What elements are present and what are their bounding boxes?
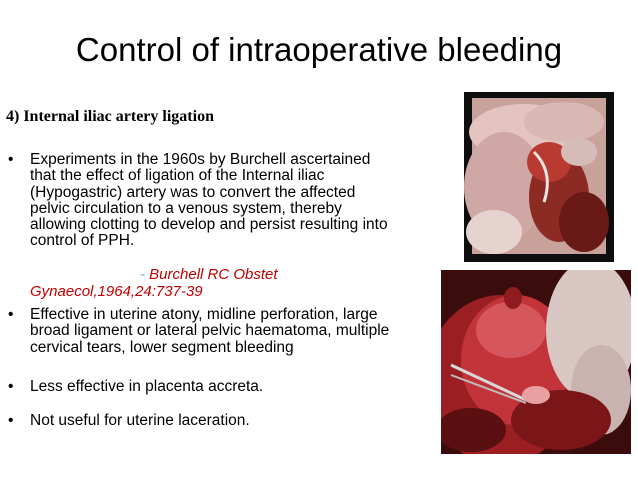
bullet-line: cervical tears, lower segment bleeding — [30, 338, 294, 356]
bullet-point: • — [8, 378, 14, 395]
bullet-line: Less effective in placenta accreta. — [30, 378, 264, 395]
citation-dash: - — [140, 266, 145, 283]
bullet-point: • — [8, 306, 14, 323]
bullet-line: that the effect of ligation of the Internal iliac — [30, 167, 325, 185]
bullet-point: • — [8, 151, 14, 168]
surgical-photo-top — [464, 92, 614, 262]
slide-title: Control of intraoperative bleeding — [75, 31, 563, 68]
bullet-line: (Hypogastric) artery was to convert the affected — [30, 183, 356, 201]
citation — [30, 266, 278, 300]
section-heading: 4) Internal iliac artery ligation — [6, 108, 214, 125]
citation-line-2: Gynaecol,1964,24:737-39 — [30, 283, 203, 300]
surgical-photo-bottom — [441, 270, 631, 454]
bullet-line: allowing clotting to develop and persist resulting into — [30, 216, 388, 234]
bullet-line: pelvic circulation to a venous system, thereby — [30, 199, 342, 217]
bullet-line: Effective in uterine atony, midline perforation, large — [30, 306, 378, 323]
bullet-point: • — [8, 412, 14, 429]
bullet-line: Not useful for uterine laceration. — [30, 412, 250, 429]
bullet-line: broad ligament or lateral pelvic haematoma, multiple — [30, 322, 390, 340]
bullet-line: control of PPH. — [30, 232, 135, 250]
bullet-line: Experiments in the 1960s by Burchell ascertained — [30, 151, 371, 168]
citation-line-1: Burchell RC Obstet — [149, 266, 278, 283]
